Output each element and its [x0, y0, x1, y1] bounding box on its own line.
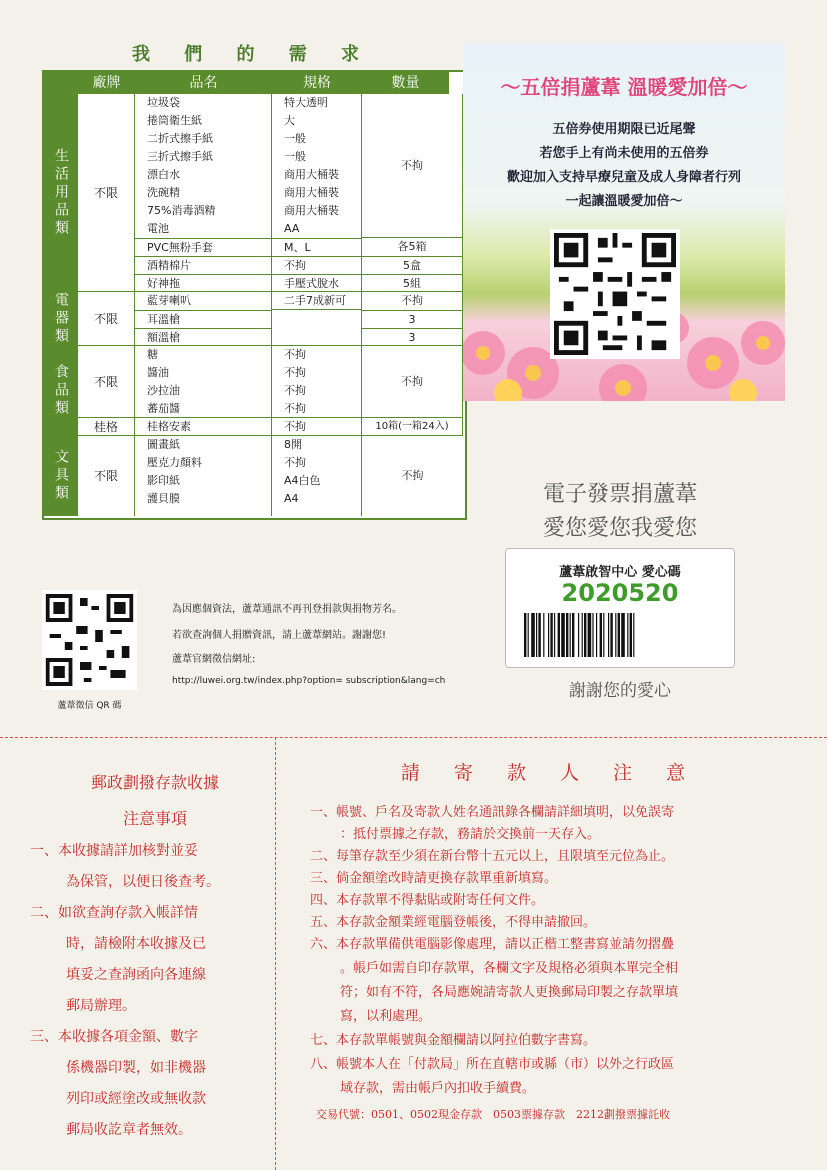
barcode-bar — [531, 613, 535, 657]
item: 藍芽喇叭 — [147, 294, 191, 307]
category-electronics: 電器類 — [44, 292, 78, 347]
barcode-bar — [592, 613, 593, 657]
promo-line: 若您手上有尚未使用的五倍券 — [539, 146, 709, 161]
item: 桂格安素 — [147, 420, 191, 433]
promo-line: 歡迎加入支持早療兒童及成人身障者行列 — [506, 170, 741, 185]
needs-table — [42, 70, 467, 520]
thanks-text: 謝謝您的愛心 — [569, 681, 671, 701]
brand-cell: 不限 — [78, 436, 135, 516]
depositor-note: 八、帳號本人在「付款局」所在直轄市或縣（市）以外之行政區 — [310, 1057, 675, 1072]
spec: 一般 — [284, 132, 306, 145]
receipt-note: 二、如欲查詢存款入帳詳情 — [30, 905, 198, 921]
item: 沙拉油 — [147, 384, 180, 397]
spec: 手壓式脫水 — [272, 274, 361, 292]
item: 醬油 — [147, 366, 169, 379]
item: 好神拖 — [135, 274, 271, 292]
spec: AA — [284, 222, 300, 235]
qty: 5組 — [362, 274, 462, 292]
qty: 5盒 — [362, 256, 462, 274]
promo-line: 一起讓溫暖愛加倍～ — [565, 194, 683, 209]
item: PVC無粉手套 — [135, 238, 271, 256]
spec: 商用大桶裝 — [284, 204, 339, 217]
spec: 特大透明 — [284, 96, 328, 109]
qty: 各5箱 — [397, 240, 427, 253]
barcode-bar — [558, 613, 560, 657]
barcode-bar — [610, 613, 612, 657]
item: 酒精棉片 — [135, 256, 271, 274]
item: 二折式擦手紙 — [147, 132, 213, 145]
notice-line: 蘆葦官網徵信網址: — [172, 654, 256, 665]
qr-pattern — [42, 590, 137, 690]
item-list — [135, 292, 272, 346]
spec: 大 — [284, 114, 295, 127]
spec: 商用大桶裝 — [284, 168, 339, 181]
item: 三折式擦手紙 — [147, 150, 213, 163]
barcode-bar — [550, 613, 552, 657]
receipt-note: 時，請檢附本收據及已 — [66, 936, 206, 952]
spec: A4白色 — [284, 474, 321, 487]
depositor-note: ：抵付票據之存款，務請於交換前一天存入。 — [340, 827, 601, 842]
promo-title: ～五倍捐蘆葦 溫暖愛加倍～ — [500, 75, 748, 99]
spec: 商用大桶裝 — [284, 186, 339, 199]
brand-cell: 不限 — [78, 346, 135, 418]
barcode-bar — [588, 613, 592, 657]
receipt-note: 列印或經塗改或無收款 — [66, 1091, 206, 1107]
receipt-note: 為保管，以便日後查考。 — [66, 874, 220, 890]
qty-list — [362, 238, 463, 292]
barcode-bar — [543, 613, 544, 657]
promo-line: 五倍券使用期限已近尾聲 — [552, 122, 696, 137]
spec-list — [272, 436, 362, 516]
qty-cell: 不拘 — [362, 94, 463, 238]
depositor-note: 四、本存款單不得黏貼或附寄任何文件。 — [310, 893, 545, 908]
barcode-bar — [578, 613, 579, 657]
item: 圖畫紙 — [147, 438, 180, 451]
receipt-subtitle: 注意事項 — [122, 809, 187, 828]
depositor-note: 寫，以利處理。 — [340, 1009, 432, 1024]
item: 蕃茄醬 — [147, 402, 180, 415]
item: 漂白水 — [147, 168, 180, 181]
depositor-note: 六、本存款單備供電腦影像處理，請以正楷工整書寫並請勿摺疊 — [310, 937, 675, 952]
header-spec: 規格 — [272, 72, 362, 94]
barcode-bar — [524, 613, 526, 657]
depositor-note: 七、本存款單帳號與金額欄請以阿拉伯數字書寫。 — [310, 1033, 597, 1048]
category-food: 食品類 — [44, 346, 78, 437]
header-blank — [44, 72, 78, 94]
einvoice-title-line: 電子發票捐蘆葦 — [542, 482, 697, 507]
donation-code: 2020520 — [561, 579, 679, 607]
notice-line: 為因應個資法，蘆葦通訊不再刊登捐款與捐物芳名。 — [172, 604, 402, 615]
spec: 不拘 — [284, 384, 306, 397]
barcode-bar — [548, 613, 549, 657]
header-qty: 數量 — [362, 72, 449, 94]
item: 洗碗精 — [147, 186, 180, 199]
depositor-note: 三、倘金額塗改時請更換存款單重新填寫。 — [310, 871, 558, 886]
barcode-bar — [566, 613, 568, 657]
cut-line — [0, 737, 827, 738]
item: 壓克力顏料 — [147, 456, 202, 469]
qty-list — [362, 292, 463, 346]
receipt-note: 郵局收訖章者無效。 — [66, 1122, 192, 1138]
item: 垃圾袋 — [147, 96, 180, 109]
receipt-note: 一、本收據請詳加核對並妥 — [30, 843, 198, 859]
spec: 不拘 — [284, 366, 306, 379]
barcode-bar — [618, 613, 620, 657]
item-list — [135, 436, 272, 516]
spec-list — [272, 346, 362, 418]
item: 糖 — [147, 348, 158, 361]
qty-cell: 不拘 — [401, 469, 424, 482]
spec: 二手7成新可 — [272, 292, 361, 310]
spec: M、L — [272, 238, 361, 256]
spec-list — [272, 94, 362, 292]
category-daily: 生活用品類 — [44, 94, 78, 293]
barcode-bar — [596, 613, 597, 657]
qty: 3 — [362, 328, 462, 346]
spec: 8開 — [284, 438, 302, 451]
barcode-bar — [561, 613, 565, 657]
promo-qr-code[interactable] — [550, 229, 680, 359]
spec: 不拘 — [284, 420, 306, 433]
barcode-bar — [608, 613, 609, 657]
receipt-note: 三、本收據各項金額、數字 — [30, 1029, 198, 1045]
code-label: 蘆葦啟智中心 愛心碼 — [559, 565, 681, 580]
cut-line — [275, 737, 276, 1170]
spec: 不拘 — [272, 256, 361, 274]
barcode-bar — [621, 613, 625, 657]
item-list — [135, 346, 272, 418]
item: 75%消毒酒精 — [147, 204, 216, 217]
notice-line: 若欲查詢個人捐贈資訊，請上蘆葦網站。謝謝您! — [172, 630, 387, 641]
notice-url-link[interactable]: http://luwei.org.tw/index.php?option= subscription&lang=ch — [172, 676, 446, 686]
barcode-bar — [554, 613, 555, 657]
promo-card — [463, 43, 785, 401]
item: 護貝膜 — [147, 492, 180, 505]
barcode-bar — [615, 613, 616, 657]
depositor-note: 符；如有不符，各局應婉請寄款人更換郵局印製之存款單填 — [340, 985, 679, 1000]
barcode-bar — [528, 613, 529, 657]
depositor-title: 請 寄 款 人 注 意 — [400, 762, 700, 784]
item: 電池 — [147, 222, 169, 235]
depositor-note: 域存款，需由帳戶內扣收手續費。 — [340, 1081, 536, 1096]
receipt-note: 係機器印製，如非機器 — [66, 1060, 206, 1076]
depositor-note: 。帳戶如需自印存款單，各欄文字及規格必須與本單完全相 — [340, 961, 679, 976]
barcode-bar — [633, 613, 634, 657]
barcode-bar — [582, 613, 583, 657]
spec: A4 — [284, 492, 299, 505]
qr-pattern — [554, 233, 676, 355]
item-cell — [135, 418, 272, 436]
spec-list — [272, 292, 362, 346]
brand-cell: 桂格 — [78, 418, 135, 436]
item: 耳溫槍 — [135, 310, 271, 328]
qty-cell: 10箱(一箱24入) — [362, 418, 463, 436]
depositor-note: 一、帳號、戶名及寄款人姓名通訊錄各欄請詳細填明，以免誤寄 — [310, 805, 675, 820]
spec: 不拘 — [284, 348, 306, 361]
transaction-code: 交易代號：0501、0502現金存款 0503票據存款 2212劃撥票據託收 — [316, 1108, 670, 1121]
needs-title: 我 們 的 需 求 — [131, 44, 374, 65]
brand-cell: 不限 — [78, 94, 135, 292]
donation-code-card — [505, 548, 735, 668]
wechat-qr-code[interactable] — [42, 590, 137, 690]
qty-cell: 不拘 — [362, 346, 463, 418]
einvoice-title — [505, 478, 735, 546]
spec-cell — [272, 418, 362, 436]
receipt-note: 填妥之查詢函向各連線 — [66, 967, 206, 983]
barcode-bar — [603, 613, 604, 657]
qty: 3 — [362, 310, 462, 328]
barcode-bar — [630, 613, 632, 657]
item: 額溫槍 — [135, 328, 271, 346]
item: 捲筒衛生紙 — [147, 114, 202, 127]
barcode-bar — [584, 613, 586, 657]
spec: 不拘 — [284, 402, 306, 415]
spec: 不拘 — [284, 456, 306, 469]
receipt-note: 郵局辦理。 — [66, 998, 136, 1014]
barcode-bar — [538, 613, 540, 657]
qr-label: 蘆葦徵信 QR 碼 — [57, 701, 122, 711]
item-list — [135, 94, 272, 292]
item: 影印紙 — [147, 474, 180, 487]
einvoice-title-line: 愛您愛您我愛您 — [542, 516, 697, 541]
category-stationery: 文具類 — [44, 436, 78, 516]
barcode-bar — [570, 613, 571, 657]
brand-cell: 不限 — [78, 292, 135, 346]
barcode-bar — [600, 613, 602, 657]
barcode-bar — [627, 613, 628, 657]
header-item: 品名 — [135, 72, 272, 94]
barcode-bar — [536, 613, 537, 657]
receipt-title: 郵政劃撥存款收據 — [90, 773, 219, 792]
depositor-note: 二、每筆存款至少須在新台幣十五元以上，且限填至元位為止。 — [310, 849, 675, 864]
barcode — [524, 613, 716, 657]
spec: 一般 — [284, 150, 306, 163]
header-brand: 廠牌 — [78, 72, 135, 94]
depositor-note: 五、本存款金額業經電腦登帳後，不得申請撤回。 — [310, 915, 597, 930]
qty: 不拘 — [401, 294, 423, 307]
barcode-bar — [572, 613, 574, 657]
